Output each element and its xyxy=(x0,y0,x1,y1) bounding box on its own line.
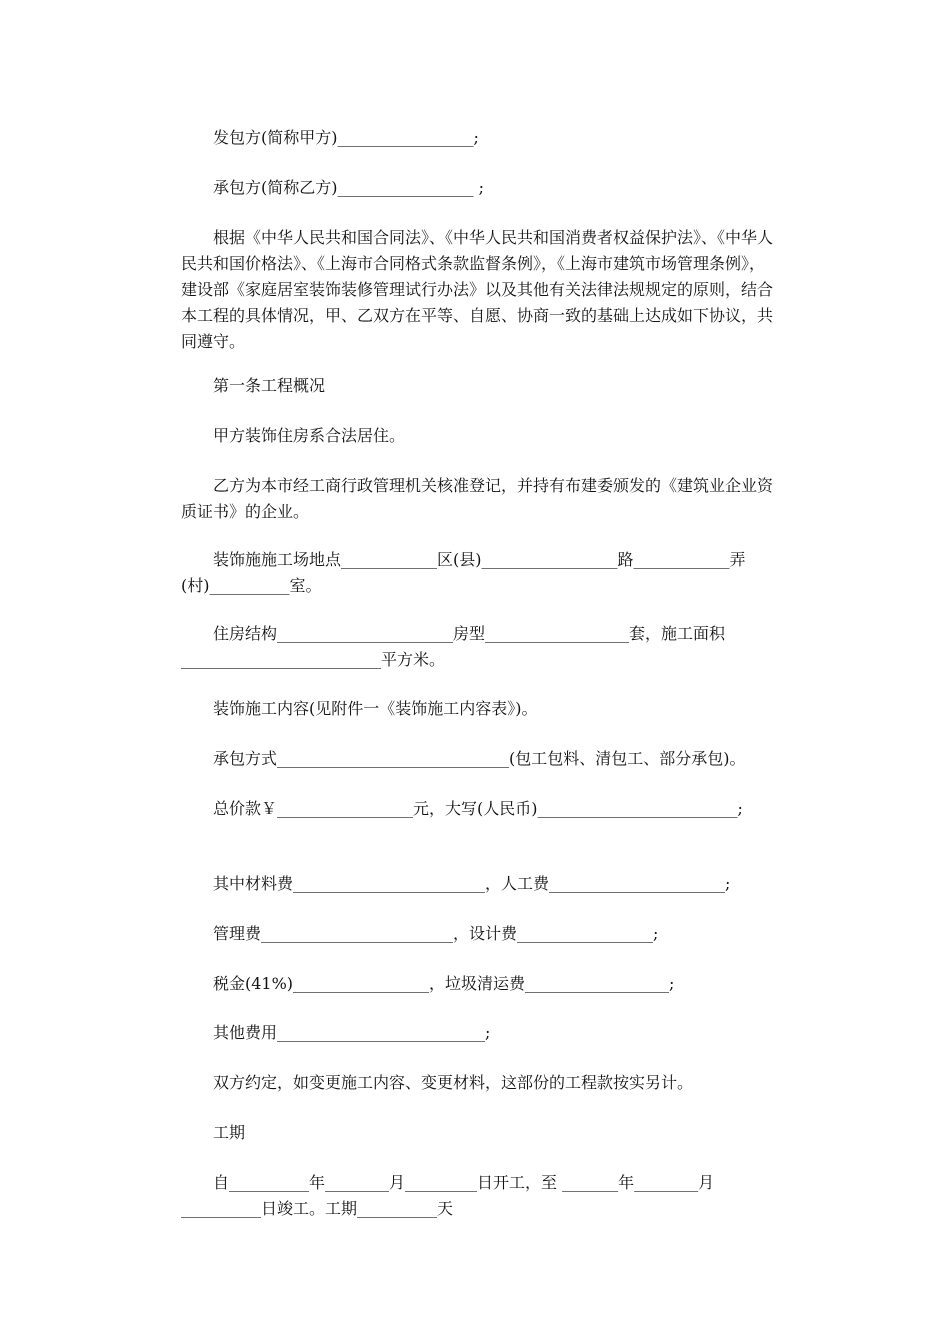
party-b-qualification-paragraph: 乙方为本市经工商行政管理机关核准登记，并持有布建委颁发的《建筑业企业资质证书》的企业。 xyxy=(181,476,774,521)
party-a-housing-paragraph: 甲方装饰住房系合法居住。 xyxy=(213,426,406,445)
other-fees-paragraph: 其他费用__________________________; xyxy=(213,1023,491,1042)
housing-structure-paragraph: 住房结构______________________房型__________________套，施工面积_________________________平方米。 xyxy=(181,624,726,669)
total-price-paragraph: 总价款￥_________________元，大写(人民币)_________________________; xyxy=(213,799,743,818)
party-a-line: 发包方(简称甲方)_________________; xyxy=(213,128,479,147)
party-b-line: 承包方(简称乙方)_________________ ; xyxy=(213,178,484,197)
contract-method-paragraph: 承包方式_____________________________(包工包料、清包工、部分承包)。 xyxy=(213,749,746,768)
preamble-paragraph: 根据《中华人民共和国合同法》、《中华人民共和国消费者权益保护法》、《中华人民共和国价格法》、《上海市合同格式条款监督条例》，《上海市建筑市场管理条例》，建设部《家庭居室装饰装修管理试行办法》以及其他有关法律法规规定的原则，结合本工程的具体情况，甲、乙双方在平等、自愿、协商一致的基础上达成如下协议，共同遵守。 xyxy=(181,228,774,351)
construction-content-paragraph: 装饰施工内容(见附件一《装饰施工内容表》)。 xyxy=(213,699,538,718)
schedule-paragraph: 自__________年________月_________日开工，至 _______年________月__________日竣工。工期__________天 xyxy=(181,1173,715,1218)
article-one-heading: 第一条工程概况 xyxy=(213,376,326,395)
material-labor-fee-paragraph: 其中材料费________________________，人工费______________________; xyxy=(213,874,731,893)
tax-waste-fee-paragraph: 税金(41%)_________________，垃圾清运费__________________; xyxy=(213,974,675,993)
management-design-fee-paragraph: 管理费________________________，设计费_________________; xyxy=(213,924,659,943)
schedule-heading: 工期 xyxy=(213,1123,246,1142)
site-location-paragraph: 装饰施施工场地点____________区(县)_________________路____________弄(村)__________室。 xyxy=(181,550,746,595)
change-agreement-paragraph: 双方约定，如变更施工内容、变更材料，这部份的工程款按实另计。 xyxy=(213,1073,694,1092)
